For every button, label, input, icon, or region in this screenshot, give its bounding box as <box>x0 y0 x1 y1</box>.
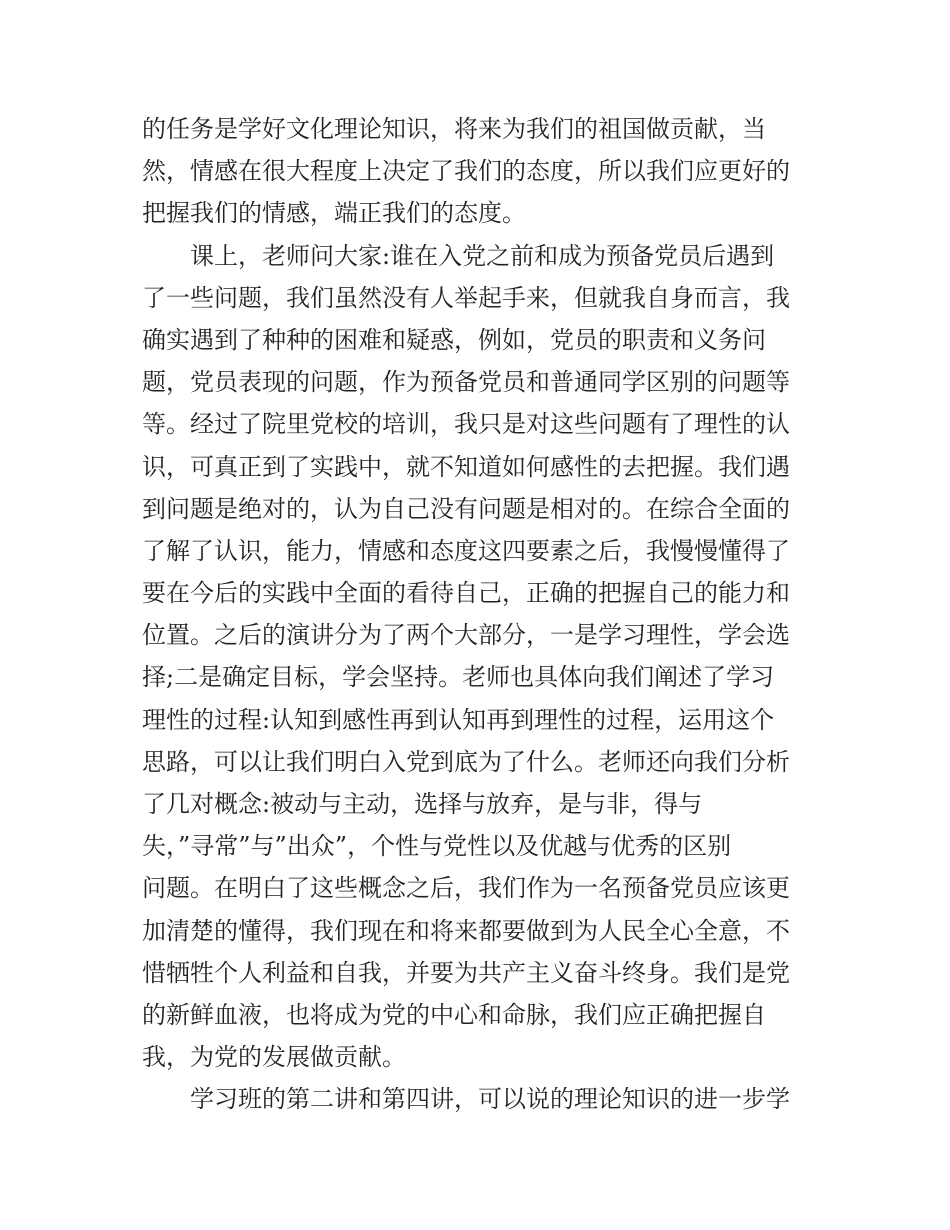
text-line: 到问题是绝对的，认为自己没有问题是相对的。在综合全面的 <box>142 494 790 523</box>
text-line: 的新鲜血液，也将成为党的中心和命脉，我们应正确把握自 <box>142 1000 766 1029</box>
document-body <box>142 108 814 1121</box>
text-line: 了几对概念:被动与主动，选择与放弃，是与非，得与 <box>142 790 703 818</box>
text-line: 题，党员表现的问题，作为预备党员和普通同学区别的问题等 <box>142 368 790 397</box>
text-line: 思路，可以让我们明白入党到底为了什么。老师还向我们分析 <box>142 747 790 776</box>
text-line: 的任务是学好文化理论知识，将来为我们的祖国做贡献，当 <box>142 115 766 143</box>
text-line: 识，可真正到了实践中，就不知道如何感性的去把握。我们遇 <box>142 452 790 481</box>
text-line: 确实遇到了种种的困难和疑惑，例如，党员的职责和义务问 <box>142 325 766 354</box>
text-line: 择;二是确定目标，学会坚持。老师也具体向我们阐述了学习 <box>142 663 775 692</box>
text-line: 了一些问题，我们虽然没有人举起手来，但就我自身而言，我 <box>142 283 790 312</box>
text-line: 要在今后的实践中全面的看待自己，正确的把握自己的能力和 <box>142 579 790 608</box>
text-line: 加清楚的懂得，我们现在和将来都要做到为人民全心全意，不 <box>142 916 790 945</box>
text-line: 位置。之后的演讲分为了两个大部分，一是学习理性，学会选 <box>142 621 790 650</box>
text-line: 然，情感在很大程度上决定了我们的态度，所以我们应更好的 <box>142 157 790 186</box>
text-line: 理性的过程:认知到感性再到认知再到理性的过程，运用这个 <box>142 705 775 734</box>
text-line: 等。经过了院里党校的培训，我只是对这些问题有了理性的认 <box>142 410 790 439</box>
text-line: 我，为党的发展做贡献。 <box>142 1043 406 1072</box>
text-line: 问题。在明白了这些概念之后，我们作为一名预备党员应该更 <box>142 874 790 903</box>
paragraph-start-line: 课上，老师问大家:谁在入党之前和成为预备党员后遇到 <box>190 241 775 270</box>
paragraph-start-line: 学习班的第二讲和第四讲，可以说的理论知识的进一步学 <box>190 1085 790 1114</box>
text-line: 惜牺牲个人利益和自我，并要为共产主义奋斗终身。我们是党 <box>142 958 790 987</box>
text-line: 失，”寻常”与”出众”，个性与党性以及优越与优秀的区别 <box>142 832 732 861</box>
text-line: 把握我们的情感，端正我们的态度。 <box>142 199 526 228</box>
text-line: 了解了认识，能力，情感和态度这四要素之后，我慢慢懂得了 <box>142 536 790 565</box>
